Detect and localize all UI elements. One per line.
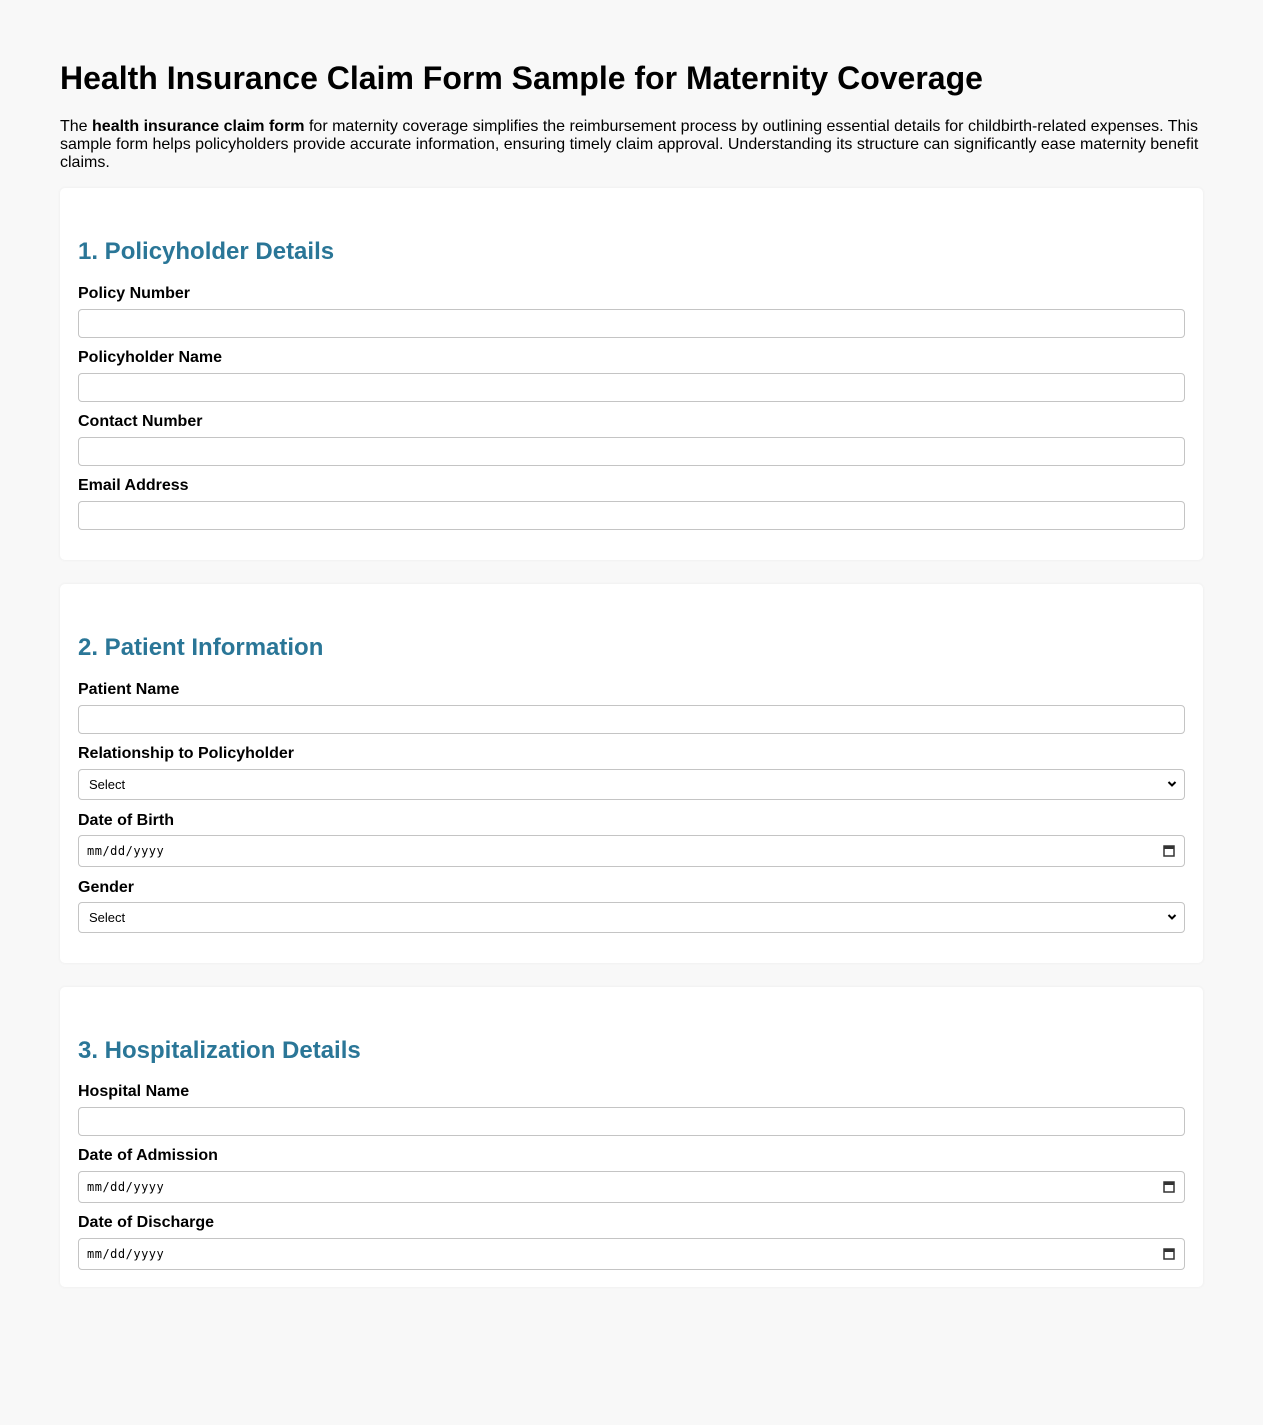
gender-select[interactable] (78, 902, 1185, 933)
date-placeholder: mm/dd/yyyy (87, 1180, 165, 1194)
intro-text: The (60, 118, 93, 135)
policy-number-input[interactable] (78, 309, 1185, 338)
section-policyholder-details (60, 188, 1203, 560)
policyholder-name-input[interactable] (78, 373, 1185, 402)
hospital-name-label: Hospital Name (78, 1083, 190, 1100)
section-patient-information (60, 584, 1203, 963)
section-heading: 2. Patient Information (78, 634, 324, 661)
date-of-birth-label: Date of Birth (78, 812, 174, 829)
chevron-down-icon (1167, 779, 1177, 789)
section-heading: 1. Policyholder Details (78, 238, 335, 265)
date-of-discharge-input[interactable] (78, 1238, 1185, 1270)
date-of-discharge-label: Date of Discharge (78, 1214, 215, 1231)
page-title: Health Insurance Claim Form Sample for Maternity Coverage (60, 60, 983, 96)
section-heading: 3. Hospitalization Details (78, 1037, 361, 1064)
relationship-select[interactable] (78, 769, 1185, 800)
intro-paragraph (60, 118, 1203, 172)
gender-label: Gender (78, 879, 135, 896)
date-of-admission-label: Date of Admission (78, 1147, 218, 1164)
email-address-input[interactable] (78, 501, 1185, 530)
date-placeholder: mm/dd/yyyy (87, 844, 165, 858)
intro-bold-text: health insurance claim form (92, 118, 305, 135)
date-placeholder: mm/dd/yyyy (87, 1247, 165, 1261)
gender-selected-value: Select (89, 910, 126, 925)
calendar-icon[interactable] (1163, 1180, 1175, 1193)
relationship-selected-value: Select (89, 777, 126, 792)
calendar-icon[interactable] (1163, 1247, 1175, 1260)
contact-number-label: Contact Number (78, 413, 203, 430)
hospital-name-input[interactable] (78, 1107, 1185, 1136)
email-address-label: Email Address (78, 477, 189, 494)
intro-text: for maternity coverage simplifies the reimbursement process by outlining essential details for childbirth-related expenses. This sample form helps policyholders provide accurate information, ensuring timely claim approval. Understanding its structure can significantly ease maternity benefit claims. (60, 118, 1199, 171)
section-hospitalization-details (60, 987, 1203, 1287)
page (60, 0, 1203, 1261)
patient-name-input[interactable] (78, 705, 1185, 734)
calendar-icon[interactable] (1163, 844, 1175, 857)
policyholder-name-label: Policyholder Name (78, 349, 223, 366)
patient-name-label: Patient Name (78, 681, 180, 698)
chevron-down-icon (1167, 912, 1177, 922)
date-of-admission-input[interactable] (78, 1171, 1185, 1203)
date-of-birth-input[interactable] (78, 835, 1185, 867)
contact-number-input[interactable] (78, 437, 1185, 466)
relationship-label: Relationship to Policyholder (78, 745, 295, 762)
policy-number-label: Policy Number (78, 285, 191, 302)
